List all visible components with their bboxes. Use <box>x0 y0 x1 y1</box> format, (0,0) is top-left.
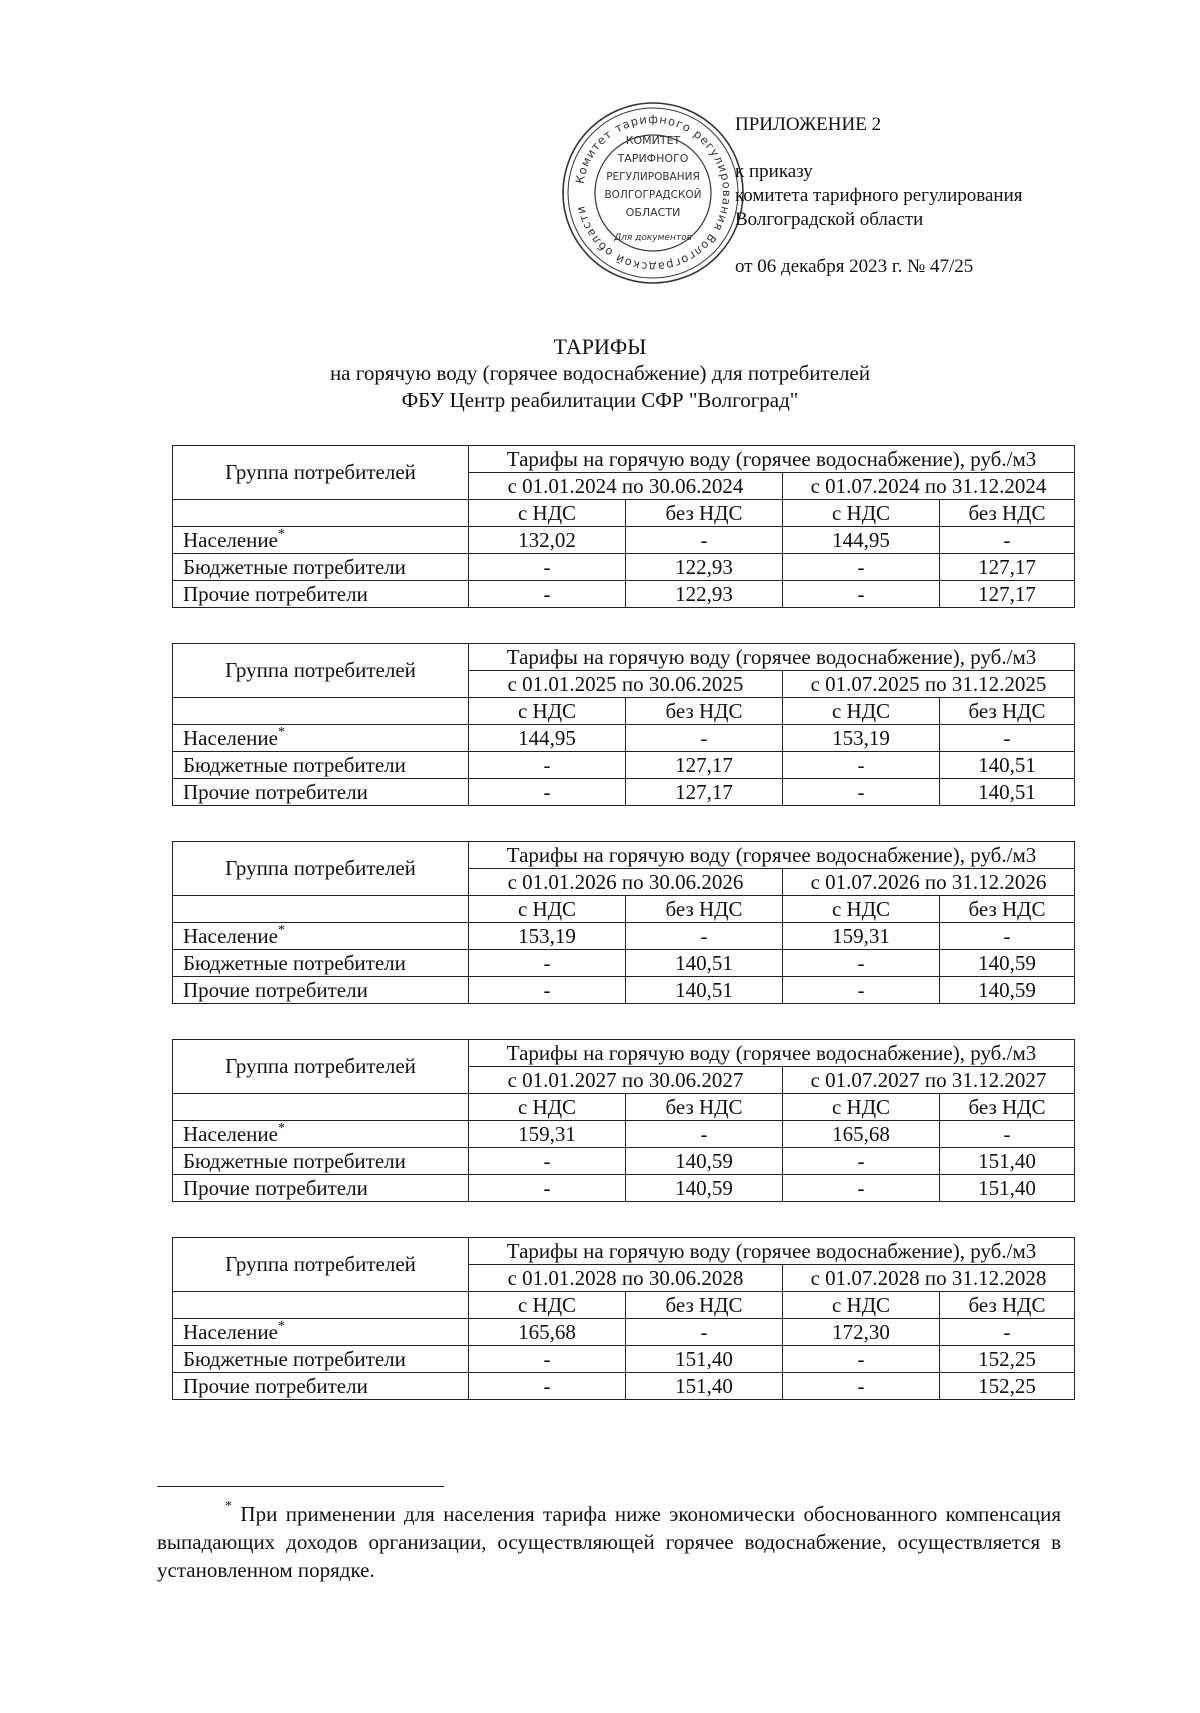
consumer-group-cell <box>173 581 469 608</box>
group-header: Группа потребителей <box>173 644 469 698</box>
footnote-ref-mark: * <box>277 724 285 740</box>
tariff-value: - <box>469 977 626 1004</box>
footnote-mark: * <box>225 1499 232 1514</box>
official-seal-stamp <box>560 100 746 286</box>
tariff-header: Тарифы на горячую воду (горячее водоснабжение), руб./м3 <box>469 1040 1075 1067</box>
vat-header-row <box>173 1094 1075 1121</box>
col-vat-header: с НДС <box>783 1094 940 1121</box>
col-novat-header: без НДС <box>626 500 783 527</box>
table-row <box>173 1148 1075 1175</box>
tariff-value: 152,25 <box>940 1346 1075 1373</box>
tariff-value: 140,51 <box>626 977 783 1004</box>
tariff-value: - <box>783 1148 940 1175</box>
table-row <box>173 581 1075 608</box>
seal-line-2: ТАРИФНОГО <box>617 152 689 165</box>
tariff-value: - <box>783 779 940 806</box>
tariff-value: - <box>940 1319 1075 1346</box>
period-1-header: с 01.01.2024 по 30.06.2024 <box>469 473 783 500</box>
col-vat-header: с НДС <box>783 500 940 527</box>
footnote-divider <box>157 1486 444 1487</box>
tariff-value: - <box>469 581 626 608</box>
consumer-group-cell <box>173 1148 469 1175</box>
tariff-value: 153,19 <box>783 725 940 752</box>
table-row <box>173 1346 1075 1373</box>
col-novat-header: без НДС <box>940 1094 1075 1121</box>
group-header: Группа потребителей <box>173 446 469 500</box>
empty-cell <box>173 698 469 725</box>
tariff-table <box>172 643 1075 806</box>
vat-header-row <box>173 698 1075 725</box>
document-subtitle-2: ФБУ Центр реабилитации СФР "Волгоград" <box>401 388 799 412</box>
tariff-value: - <box>469 1346 626 1373</box>
table-row <box>173 1319 1075 1346</box>
consumer-group-cell <box>173 977 469 1004</box>
table-row <box>173 1373 1075 1400</box>
consumer-group-label: Бюджетные потребители <box>183 1346 406 1371</box>
tariff-header: Тарифы на горячую воду (горячее водоснабжение), руб./м3 <box>469 842 1075 869</box>
col-novat-header: без НДС <box>626 896 783 923</box>
table-header-row <box>173 446 1075 473</box>
tariff-value: 140,59 <box>940 950 1075 977</box>
tariff-value: - <box>783 1346 940 1373</box>
tariff-value: 151,40 <box>626 1346 783 1373</box>
consumer-group-label: Население <box>183 1319 278 1344</box>
table-row <box>173 725 1075 752</box>
tariff-table <box>172 1039 1075 1202</box>
consumer-group-label: Прочие потребители <box>183 1175 368 1200</box>
table-row <box>173 950 1075 977</box>
tariff-value: 127,17 <box>626 779 783 806</box>
table-row <box>173 554 1075 581</box>
footnote-ref-mark: * <box>277 922 285 938</box>
tariff-value: - <box>626 923 783 950</box>
consumer-group-cell <box>173 1346 469 1373</box>
tariff-value: 153,19 <box>469 923 626 950</box>
appendix-line-order: к приказу <box>735 161 813 182</box>
tariff-table <box>172 841 1075 1004</box>
tariff-value: 140,51 <box>940 779 1075 806</box>
table-row <box>173 923 1075 950</box>
consumer-group-cell <box>173 752 469 779</box>
tariff-table <box>172 445 1075 608</box>
consumer-group-label: Прочие потребители <box>183 779 368 804</box>
consumer-group-cell <box>173 1121 469 1148</box>
appendix-line-region: Волгоградской области <box>735 209 924 230</box>
period-2-header: с 01.07.2028 по 31.12.2028 <box>783 1265 1075 1292</box>
tariff-value: 151,40 <box>626 1373 783 1400</box>
tariff-value: 140,59 <box>626 1148 783 1175</box>
tariff-value: 140,51 <box>940 752 1075 779</box>
tariff-value: 144,95 <box>469 725 626 752</box>
period-1-header: с 01.01.2026 по 30.06.2026 <box>469 869 783 896</box>
consumer-group-cell <box>173 923 469 950</box>
tariff-value: - <box>469 752 626 779</box>
group-header: Группа потребителей <box>173 1238 469 1292</box>
tariff-value: 165,68 <box>783 1121 940 1148</box>
period-1-header: с 01.01.2027 по 30.06.2027 <box>469 1067 783 1094</box>
vat-header-row <box>173 500 1075 527</box>
empty-cell <box>173 1094 469 1121</box>
tariff-value: - <box>626 1319 783 1346</box>
appendix-header <box>735 113 1023 279</box>
tariff-value: 140,59 <box>626 1175 783 1202</box>
appendix-title: ПРИЛОЖЕНИЕ 2 <box>735 114 882 135</box>
tariff-table <box>172 1237 1075 1400</box>
col-novat-header: без НДС <box>940 698 1075 725</box>
period-2-header: с 01.07.2024 по 31.12.2024 <box>783 473 1075 500</box>
tariff-value: - <box>940 527 1075 554</box>
consumer-group-label: Бюджетные потребители <box>183 950 406 975</box>
tariff-value: - <box>783 554 940 581</box>
consumer-group-cell <box>173 950 469 977</box>
consumer-group-label: Население <box>183 923 278 948</box>
tariff-value: 152,25 <box>940 1373 1075 1400</box>
tariff-header: Тарифы на горячую воду (горячее водоснабжение), руб./м3 <box>469 446 1075 473</box>
consumer-group-label: Прочие потребители <box>183 977 368 1002</box>
tariff-value: - <box>626 725 783 752</box>
table-header-row <box>173 842 1075 869</box>
table-row <box>173 779 1075 806</box>
table-row <box>173 527 1075 554</box>
tariff-value: - <box>469 1148 626 1175</box>
period-2-header: с 01.07.2025 по 31.12.2025 <box>783 671 1075 698</box>
period-1-header: с 01.01.2025 по 30.06.2025 <box>469 671 783 698</box>
tariff-value: - <box>783 1175 940 1202</box>
group-header: Группа потребителей <box>173 842 469 896</box>
col-novat-header: без НДС <box>940 1292 1075 1319</box>
footnote-ref-mark: * <box>277 526 285 542</box>
period-2-header: с 01.07.2026 по 31.12.2026 <box>783 869 1075 896</box>
consumer-group-cell <box>173 1175 469 1202</box>
document-title-block <box>0 333 1200 414</box>
tariff-value: - <box>783 581 940 608</box>
footnote-ref-mark: * <box>277 1120 285 1136</box>
svg-text:Комитет тарифного регулировани: Комитет тарифного регулирования Волгоградской области <box>572 111 735 275</box>
group-header: Группа потребителей <box>173 1040 469 1094</box>
table-header-row <box>173 1238 1075 1265</box>
col-novat-header: без НДС <box>626 698 783 725</box>
tariff-value: 159,31 <box>783 923 940 950</box>
empty-cell <box>173 500 469 527</box>
tariff-value: - <box>940 1121 1075 1148</box>
vat-header-row <box>173 1292 1075 1319</box>
footnote-ref-mark: * <box>277 1318 285 1334</box>
consumer-group-cell <box>173 1373 469 1400</box>
table-header-row <box>173 1040 1075 1067</box>
footnote <box>157 1500 1061 1584</box>
consumer-group-label: Население <box>183 1121 278 1146</box>
period-2-header: с 01.07.2027 по 31.12.2027 <box>783 1067 1075 1094</box>
table-row <box>173 1175 1075 1202</box>
tariff-value: 151,40 <box>940 1175 1075 1202</box>
tariff-value: - <box>783 1373 940 1400</box>
consumer-group-label: Бюджетные потребители <box>183 752 406 777</box>
tariff-value: - <box>783 950 940 977</box>
col-novat-header: без НДС <box>626 1094 783 1121</box>
col-novat-header: без НДС <box>940 896 1075 923</box>
consumer-group-cell <box>173 1319 469 1346</box>
tariff-value: - <box>469 950 626 977</box>
table-row <box>173 1121 1075 1148</box>
tariff-value: - <box>940 725 1075 752</box>
empty-cell <box>173 1292 469 1319</box>
tariff-value: - <box>940 923 1075 950</box>
tariff-value: - <box>783 752 940 779</box>
consumer-group-label: Прочие потребители <box>183 1373 368 1398</box>
document-title: ТАРИФЫ <box>553 334 647 359</box>
seal-line-1: КОМИТЕТ <box>625 134 681 147</box>
tariff-value: - <box>626 527 783 554</box>
consumer-group-label: Население <box>183 527 278 552</box>
tariff-value: 140,51 <box>626 950 783 977</box>
tariff-value: - <box>626 1121 783 1148</box>
tariff-value: - <box>783 977 940 1004</box>
col-novat-header: без НДС <box>940 500 1075 527</box>
col-vat-header: с НДС <box>783 1292 940 1319</box>
empty-cell <box>173 896 469 923</box>
consumer-group-cell <box>173 554 469 581</box>
document-subtitle-1: на горячую воду (горячее водоснабжение) для потребителей <box>329 361 871 385</box>
seal-graphic <box>560 100 746 286</box>
col-vat-header: с НДС <box>783 896 940 923</box>
consumer-group-cell <box>173 527 469 554</box>
vat-header-row <box>173 896 1075 923</box>
col-vat-header: с НДС <box>469 1292 626 1319</box>
tariff-value: - <box>469 1373 626 1400</box>
tariff-value: 127,17 <box>626 752 783 779</box>
tariff-value: 127,17 <box>940 581 1075 608</box>
consumer-group-label: Прочие потребители <box>183 581 368 606</box>
consumer-group-label: Население <box>183 725 278 750</box>
col-vat-header: с НДС <box>469 1094 626 1121</box>
tariff-value: - <box>469 554 626 581</box>
tariff-value: 122,93 <box>626 554 783 581</box>
table-row <box>173 752 1075 779</box>
appendix-line-committee: комитета тарифного регулирования <box>735 185 1023 206</box>
tariff-value: 159,31 <box>469 1121 626 1148</box>
seal-line-5: ОБЛАСТИ <box>625 206 681 219</box>
consumer-group-label: Бюджетные потребители <box>183 1148 406 1173</box>
tariff-value: 140,59 <box>940 977 1075 1004</box>
tariff-header: Тарифы на горячую воду (горячее водоснабжение), руб./м3 <box>469 644 1075 671</box>
col-vat-header: с НДС <box>469 500 626 527</box>
tariff-value: 127,17 <box>940 554 1075 581</box>
table-row <box>173 977 1075 1004</box>
appendix-date: от 06 декабря 2023 г. № 47/25 <box>735 256 974 277</box>
tariff-value: - <box>469 1175 626 1202</box>
period-1-header: с 01.01.2028 по 30.06.2028 <box>469 1265 783 1292</box>
col-vat-header: с НДС <box>783 698 940 725</box>
seal-bottom-text: Для документов <box>614 233 692 243</box>
tariff-value: 151,40 <box>940 1148 1075 1175</box>
tariff-value: - <box>469 779 626 806</box>
tariff-value: 172,30 <box>783 1319 940 1346</box>
consumer-group-cell <box>173 779 469 806</box>
col-vat-header: с НДС <box>469 698 626 725</box>
consumer-group-label: Бюджетные потребители <box>183 554 406 579</box>
seal-line-3: РЕГУЛИРОВАНИЯ <box>606 171 700 183</box>
tariff-header: Тарифы на горячую воду (горячее водоснабжение), руб./м3 <box>469 1238 1075 1265</box>
footnote-text: При применении для населения тарифа ниже экономически обоснованного компенсация выпадающих доходов организации, осуществляющей горячее водоснабжение, осуществляется в установленном порядке. <box>157 1502 1062 1582</box>
tariff-value: 165,68 <box>469 1319 626 1346</box>
tariff-value: 132,02 <box>469 527 626 554</box>
col-novat-header: без НДС <box>626 1292 783 1319</box>
table-header-row <box>173 644 1075 671</box>
seal-line-4: ВОЛГОГРАДСКОЙ <box>604 189 702 201</box>
tariff-value: 144,95 <box>783 527 940 554</box>
col-vat-header: с НДС <box>469 896 626 923</box>
consumer-group-cell <box>173 725 469 752</box>
tariff-value: 122,93 <box>626 581 783 608</box>
